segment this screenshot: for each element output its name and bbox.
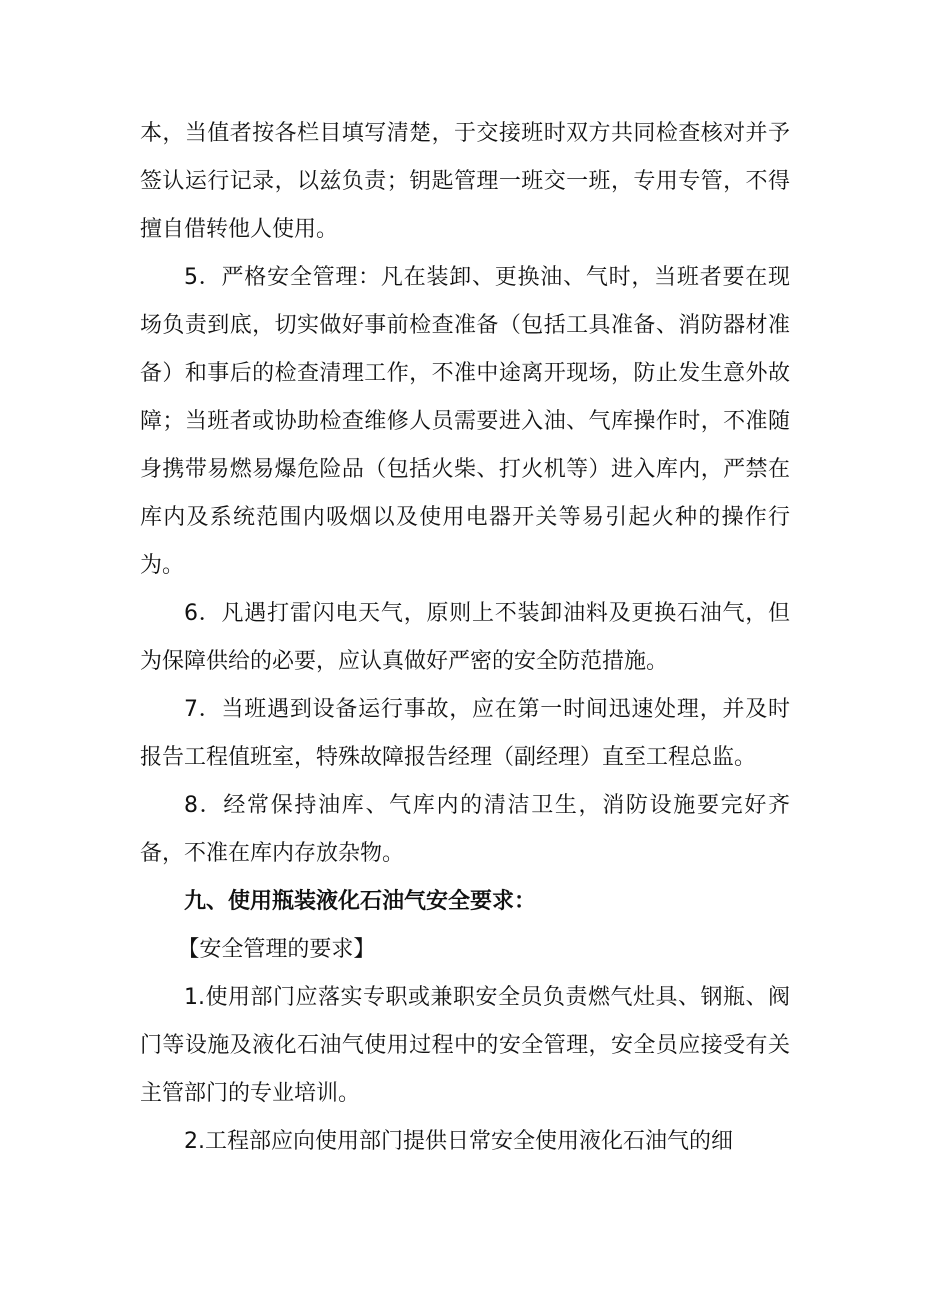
paragraph-continuation: 本，当值者按各栏目填写清楚，于交接班时双方共同检查核对并予签认运行记录，以兹负责；钥匙管理一班交一班，专用专管，不得擅自借转他人使用。 (140, 121, 790, 242)
paragraph-item-5: 5．严格安全管理：凡在装卸、更换油、气时，当班者要在现场负责到底，切实做好事前检查准备（包括工具准备、消防器材准备）和事后的检查清理工作，不准中途离开现场，防止发生意外故障；当班者或协助检查维修人员需要进入油、气库操作时，不准随身携带易燃易爆危险品（包括火柴、打火机等）进入库内，严禁在库内及系统范围内吸烟以及使用电器开关等易引起火种的操作行为。 (140, 265, 790, 578)
section-heading-9: 九、使用瓶装液化石油气安全要求： (184, 889, 537, 914)
paragraph-item-8: 8．经常保持油库、气库内的清洁卫生，消防设施要完好齐备，不准在库内存放杂物。 (140, 793, 790, 866)
paragraph-item-6: 6．凡遇打雷闪电天气，原则上不装卸油料及更换石油气，但为保障供给的必要，应认真做好严密的安全防范措施。 (140, 601, 790, 674)
paragraph-item-7: 7．当班遇到设备运行事故，应在第一时间迅速处理，并及时报告工程值班室，特殊故障报告经理（副经理）直至工程总监。 (140, 697, 790, 770)
document-body (140, 110, 790, 1166)
paragraph-item-2: 2.工程部应向使用部门提供日常安全使用液化石油气的细 (184, 1129, 733, 1154)
paragraph-item-1: 1.使用部门应落实专职或兼职安全员负责燃气灶具、钢瓶、阀门等设施及液化石油气使用过程中的安全管理，安全员应接受有关主管部门的专业培训。 (140, 985, 790, 1106)
subsection-heading: 【安全管理的要求】 (177, 937, 376, 962)
